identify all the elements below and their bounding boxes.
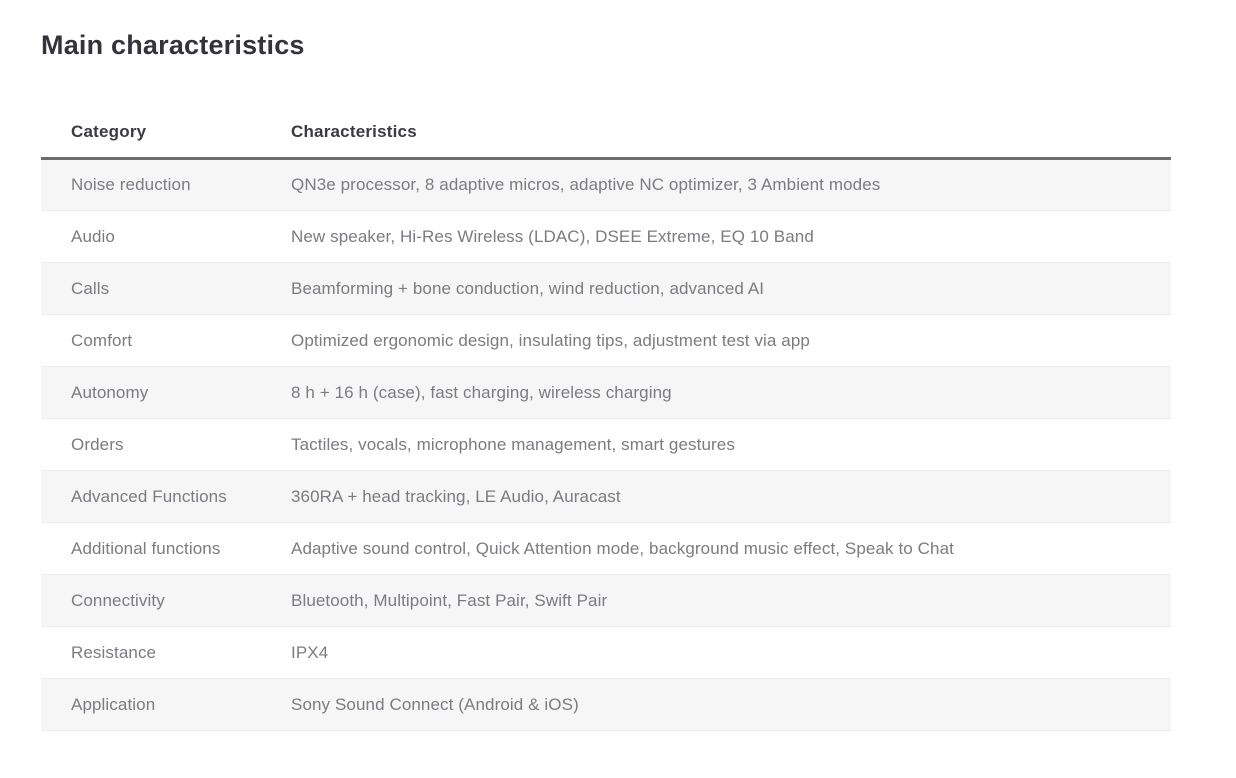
table-body xyxy=(41,159,1171,731)
table-row xyxy=(41,679,1171,731)
characteristics-cell: Beamforming + bone conduction, wind reduction, advanced AI xyxy=(291,263,1171,315)
table-row xyxy=(41,419,1171,471)
page-title: Main characteristics xyxy=(41,30,305,60)
table-row xyxy=(41,523,1171,575)
characteristics-cell: Optimized ergonomic design, insulating tips, adjustment test via app xyxy=(291,315,1171,367)
characteristics-cell: Adaptive sound control, Quick Attention mode, background music effect, Speak to Chat xyxy=(291,523,1171,575)
table-row xyxy=(41,367,1171,419)
characteristics-table xyxy=(41,108,1171,731)
characteristics-cell: 8 h + 16 h (case), fast charging, wireless charging xyxy=(291,367,1171,419)
category-cell: Advanced Functions xyxy=(41,471,291,523)
table-row xyxy=(41,159,1171,211)
characteristics-cell: Sony Sound Connect (Android & iOS) xyxy=(291,679,1171,731)
table-row xyxy=(41,575,1171,627)
characteristics-cell: Tactiles, vocals, microphone management, smart gestures xyxy=(291,419,1171,471)
category-cell: Audio xyxy=(41,211,291,263)
category-cell: Connectivity xyxy=(41,575,291,627)
category-cell: Application xyxy=(41,679,291,731)
characteristics-cell: QN3e processor, 8 adaptive micros, adaptive NC optimizer, 3 Ambient modes xyxy=(291,159,1171,211)
category-cell: Orders xyxy=(41,419,291,471)
category-cell: Calls xyxy=(41,263,291,315)
category-cell: Additional functions xyxy=(41,523,291,575)
table-header xyxy=(41,108,1171,159)
table-row xyxy=(41,627,1171,679)
characteristics-cell: 360RA + head tracking, LE Audio, Auracast xyxy=(291,471,1171,523)
characteristics-cell: IPX4 xyxy=(291,627,1171,679)
table-header-row xyxy=(41,108,1171,159)
category-cell: Noise reduction xyxy=(41,159,291,211)
characteristics-cell: Bluetooth, Multipoint, Fast Pair, Swift Pair xyxy=(291,575,1171,627)
column-header-characteristics: Characteristics xyxy=(291,108,1171,159)
category-cell: Autonomy xyxy=(41,367,291,419)
characteristics-cell: New speaker, Hi-Res Wireless (LDAC), DSEE Extreme, EQ 10 Band xyxy=(291,211,1171,263)
table-row xyxy=(41,263,1171,315)
table-row xyxy=(41,471,1171,523)
table-row xyxy=(41,315,1171,367)
column-header-category: Category xyxy=(41,108,291,159)
table-row xyxy=(41,211,1171,263)
category-cell: Resistance xyxy=(41,627,291,679)
category-cell: Comfort xyxy=(41,315,291,367)
